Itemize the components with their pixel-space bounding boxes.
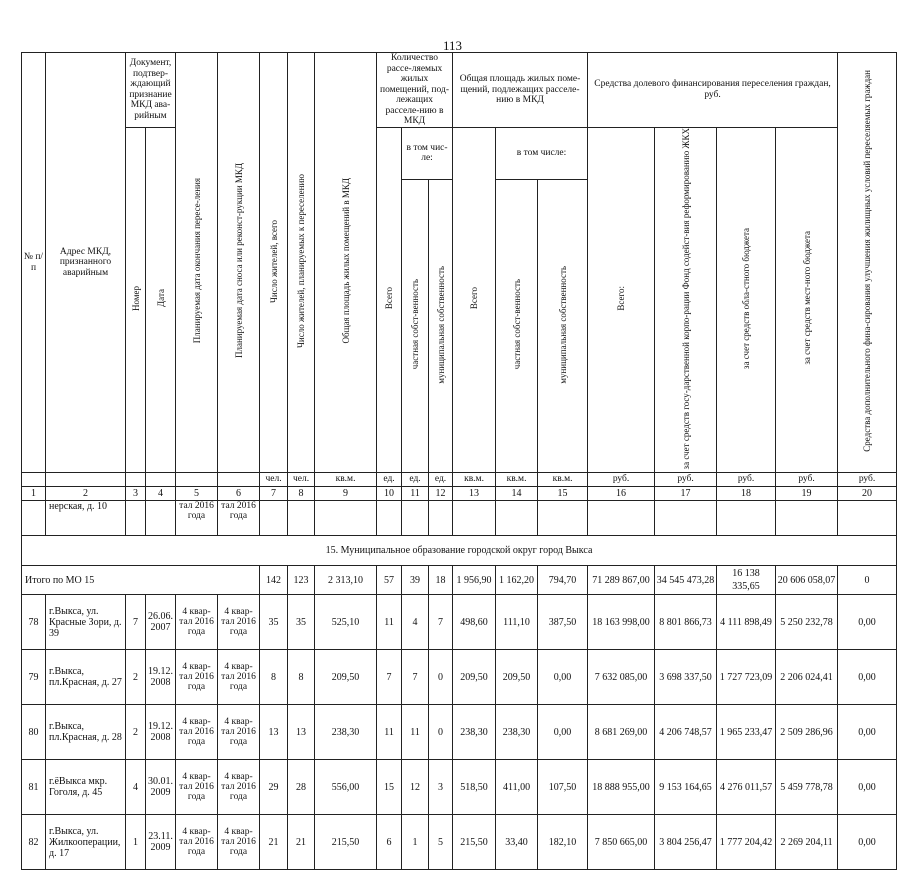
row-funds-additional: 0,00 <box>838 760 897 815</box>
row-number: 79 <box>22 650 46 705</box>
funds-local-label: за счет средств мест-ного бюджета <box>801 231 812 366</box>
row-planned-end: 4 квар-тал 2016 года <box>176 595 218 650</box>
total-rooms-total: 57 <box>377 566 402 595</box>
unit-cell: чел. <box>288 473 315 487</box>
row-funds-local: 2 269 204,11 <box>776 815 838 870</box>
row-rooms-total: 7 <box>377 650 402 705</box>
row-doc-date: 26.06. 2007 <box>146 595 176 650</box>
continuation-address: нерская, д. 10 <box>46 501 126 536</box>
row-area-municipal: 107,50 <box>538 760 588 815</box>
rooms-private-label: частная собст-венность <box>410 279 421 370</box>
table-row <box>22 760 897 815</box>
row-funds-fund: 3 698 337,50 <box>655 650 717 705</box>
column-numbers-row <box>22 487 897 501</box>
row-area-private: 33,40 <box>496 815 538 870</box>
unit-cell: руб. <box>655 473 717 487</box>
col-number: 18 <box>717 487 776 501</box>
row-residents-total: 35 <box>260 595 288 650</box>
unit-cell: кв.м. <box>453 473 496 487</box>
row-funds-fund: 4 206 748,57 <box>655 705 717 760</box>
row-funds-additional: 0,00 <box>838 815 897 870</box>
row-area-total: 209,50 <box>453 650 496 705</box>
col-number: 16 <box>588 487 655 501</box>
total-area-private: 1 162,20 <box>496 566 538 595</box>
continuation-planned-demolition: тал 2016 года <box>218 501 260 536</box>
row-address: г.Выкса, пл.Красная, д. 27 <box>46 650 126 705</box>
table-row <box>22 650 897 705</box>
col-header-rooms-municipal <box>429 180 453 473</box>
col-number: 15 <box>538 487 588 501</box>
table-row <box>22 815 897 870</box>
row-rooms-total: 11 <box>377 705 402 760</box>
planned-demolition-label: Планируемая дата сноса или реконст-рукции МКД <box>233 163 244 359</box>
col-number: 4 <box>146 487 176 501</box>
col-header-area-total <box>453 127 496 473</box>
row-doc-number: 1 <box>126 815 146 870</box>
col-number: 1 <box>22 487 46 501</box>
row-rooms-municipal: 5 <box>429 815 453 870</box>
row-rooms-private: 7 <box>402 650 429 705</box>
col-header-area-incl: в том числе: <box>496 127 588 180</box>
row-rooms-private: 11 <box>402 705 429 760</box>
row-residents-planned: 35 <box>288 595 315 650</box>
page-number: 113 <box>442 38 463 53</box>
unit-cell: руб. <box>588 473 655 487</box>
unit-cell: руб. <box>776 473 838 487</box>
row-area-private: 411,00 <box>496 760 538 815</box>
rooms-total-label: Всего <box>384 287 395 310</box>
row-number: 82 <box>22 815 46 870</box>
total-area-total: 1 956,90 <box>453 566 496 595</box>
units-row <box>22 473 897 487</box>
row-doc-date: 23.11. 2009 <box>146 815 176 870</box>
row-funds-fund: 8 801 866,73 <box>655 595 717 650</box>
total-area-municipal: 794,70 <box>538 566 588 595</box>
col-header-rooms-count: Количество рассе-ляемых жилых помещений, под-лежащих расселе-нию в МКД <box>377 53 453 128</box>
unit-cell: руб. <box>838 473 897 487</box>
funds-regional-label: за счет средств обла-стного бюджета <box>741 227 752 369</box>
total-rooms-municipal: 18 <box>429 566 453 595</box>
total-funds-additional: 0 <box>838 566 897 595</box>
row-doc-number: 2 <box>126 650 146 705</box>
row-funds-total: 8 681 269,00 <box>588 705 655 760</box>
row-funds-total: 18 888 955,00 <box>588 760 655 815</box>
col-header-funds-additional <box>838 53 897 473</box>
col-number: 14 <box>496 487 538 501</box>
row-total-area: 556,00 <box>315 760 377 815</box>
row-planned-demolition: 4 квар-тал 2016 года <box>218 815 260 870</box>
row-funds-regional: 1 965 233,47 <box>717 705 776 760</box>
col-header-area-private <box>496 180 538 473</box>
unit-cell: кв.м. <box>538 473 588 487</box>
row-funds-regional: 1 777 204,42 <box>717 815 776 870</box>
row-doc-number: 2 <box>126 705 146 760</box>
row-funds-regional: 4 276 011,57 <box>717 760 776 815</box>
row-planned-end: 4 квар-тал 2016 года <box>176 650 218 705</box>
continuation-planned-end: тал 2016 года <box>176 501 218 536</box>
total-area-label: Общая площадь жилых помещений в МКД <box>340 178 351 344</box>
total-rooms-private: 39 <box>402 566 429 595</box>
row-funds-regional: 4 111 898,49 <box>717 595 776 650</box>
row-doc-date: 30.01. 2009 <box>146 760 176 815</box>
row-area-municipal: 387,50 <box>538 595 588 650</box>
col-header-funds-fund <box>655 127 717 473</box>
planned-end-label: Планируемая дата окончания пересе-ления <box>191 178 202 344</box>
unit-cell: кв.м. <box>496 473 538 487</box>
row-funds-total: 18 163 998,00 <box>588 595 655 650</box>
row-rooms-private: 12 <box>402 760 429 815</box>
row-doc-date: 19.12. 2008 <box>146 650 176 705</box>
row-planned-end: 4 квар-тал 2016 года <box>176 760 218 815</box>
row-funds-fund: 3 804 256,47 <box>655 815 717 870</box>
row-funds-local: 5 459 778,78 <box>776 760 838 815</box>
col-header-planned-end <box>176 53 218 473</box>
row-residents-planned: 8 <box>288 650 315 705</box>
row-address: г.Выкса, ул. Красные Зори, д. 39 <box>46 595 126 650</box>
row-area-municipal: 0,00 <box>538 705 588 760</box>
total-residents-planned: 123 <box>288 566 315 595</box>
unit-cell: ед. <box>429 473 453 487</box>
col-number: 11 <box>402 487 429 501</box>
row-rooms-municipal: 0 <box>429 650 453 705</box>
row-planned-end: 4 квар-тал 2016 года <box>176 705 218 760</box>
total-funds-regional: 16 138 335,65 <box>717 566 776 595</box>
table-row <box>22 595 897 650</box>
area-municipal-label: муниципальная собственность <box>557 265 568 384</box>
col-header-total-area <box>315 53 377 473</box>
row-residents-total: 21 <box>260 815 288 870</box>
row-planned-demolition: 4 квар-тал 2016 года <box>218 595 260 650</box>
col-number: 5 <box>176 487 218 501</box>
row-planned-demolition: 4 квар-тал 2016 года <box>218 760 260 815</box>
row-rooms-total: 6 <box>377 815 402 870</box>
row-planned-demolition: 4 квар-тал 2016 года <box>218 650 260 705</box>
row-planned-end: 4 квар-тал 2016 года <box>176 815 218 870</box>
row-rooms-municipal: 3 <box>429 760 453 815</box>
row-doc-date: 19.12. 2008 <box>146 705 176 760</box>
col-number: 19 <box>776 487 838 501</box>
section-title: 15. Муниципальное образование городской округ город Выкса <box>22 536 897 566</box>
row-funds-fund: 9 153 164,65 <box>655 760 717 815</box>
col-header-address: Адрес МКД, признанного аварийным <box>46 53 126 473</box>
row-funds-additional: 0,00 <box>838 650 897 705</box>
total-row <box>22 566 897 595</box>
row-funds-local: 2 206 024,41 <box>776 650 838 705</box>
row-area-total: 498,60 <box>453 595 496 650</box>
area-private-label: частная собст-венность <box>511 279 522 370</box>
continuation-row <box>22 501 897 536</box>
row-doc-number: 7 <box>126 595 146 650</box>
unit-cell: кв.м. <box>315 473 377 487</box>
funds-fund-label: за счет средств госу-дарственной корпо-рации Фонд содейст-вия реформированию ЖКХ <box>680 127 691 469</box>
unit-cell: ед. <box>377 473 402 487</box>
col-number: 20 <box>838 487 897 501</box>
total-funds-local: 20 606 058,07 <box>776 566 838 595</box>
unit-cell: ед. <box>402 473 429 487</box>
row-rooms-municipal: 7 <box>429 595 453 650</box>
doc-date-label: Дата <box>155 289 166 308</box>
row-address: г.Выкса, пл.Красная, д. 28 <box>46 705 126 760</box>
row-number: 81 <box>22 760 46 815</box>
col-header-funds-regional <box>717 127 776 473</box>
col-number: 10 <box>377 487 402 501</box>
row-address: г.Выкса, ул. Жилкооперации, д. 17 <box>46 815 126 870</box>
row-doc-number: 4 <box>126 760 146 815</box>
col-header-funds-total <box>588 127 655 473</box>
row-area-municipal: 182,10 <box>538 815 588 870</box>
row-total-area: 215,50 <box>315 815 377 870</box>
col-number: 9 <box>315 487 377 501</box>
residents-planned-label: Число жителей, планируемых к переселению <box>296 174 307 348</box>
col-number: 8 <box>288 487 315 501</box>
col-number: 3 <box>126 487 146 501</box>
row-area-private: 238,30 <box>496 705 538 760</box>
row-planned-demolition: 4 квар-тал 2016 года <box>218 705 260 760</box>
row-funds-total: 7 850 665,00 <box>588 815 655 870</box>
funds-additional-label: Средства дополнительного фина-сирования улучшения жилищных условий переселяемых граждан <box>862 70 873 452</box>
row-rooms-municipal: 0 <box>429 705 453 760</box>
row-residents-total: 13 <box>260 705 288 760</box>
doc-number-label: Номер <box>130 285 141 311</box>
row-funds-total: 7 632 085,00 <box>588 650 655 705</box>
total-funds-fund: 34 545 473,28 <box>655 566 717 595</box>
row-rooms-total: 15 <box>377 760 402 815</box>
col-header-funds-local <box>776 127 838 473</box>
table-row <box>22 705 897 760</box>
row-residents-total: 29 <box>260 760 288 815</box>
col-number: 7 <box>260 487 288 501</box>
row-rooms-private: 1 <box>402 815 429 870</box>
row-funds-regional: 1 727 723,09 <box>717 650 776 705</box>
col-header-area-municipal <box>538 180 588 473</box>
row-residents-planned: 28 <box>288 760 315 815</box>
row-residents-planned: 21 <box>288 815 315 870</box>
funds-total-label: Всего: <box>616 285 627 311</box>
row-area-total: 518,50 <box>453 760 496 815</box>
unit-cell: чел. <box>260 473 288 487</box>
row-total-area: 238,30 <box>315 705 377 760</box>
col-number: 17 <box>655 487 717 501</box>
total-area: 2 313,10 <box>315 566 377 595</box>
row-area-private: 209,50 <box>496 650 538 705</box>
row-rooms-private: 4 <box>402 595 429 650</box>
col-header-rooms-total <box>377 127 402 473</box>
col-header-planned-demolition <box>218 53 260 473</box>
col-header-area: Общая площадь жилых поме-щений, подлежащих расселе-нию в МКД <box>453 53 588 128</box>
col-number: 6 <box>218 487 260 501</box>
row-funds-additional: 0,00 <box>838 595 897 650</box>
col-header-num: № п/п <box>22 53 46 473</box>
row-address: г.ёВыкса мкр. Гоголя, д. 45 <box>46 760 126 815</box>
col-number: 12 <box>429 487 453 501</box>
row-funds-additional: 0,00 <box>838 705 897 760</box>
row-area-total: 238,30 <box>453 705 496 760</box>
residents-total-label: Число жителей, всего <box>268 219 279 303</box>
area-total-label: Всего <box>469 287 480 310</box>
row-residents-total: 8 <box>260 650 288 705</box>
total-funds-total: 71 289 867,00 <box>588 566 655 595</box>
row-area-private: 111,10 <box>496 595 538 650</box>
resettlement-table <box>21 52 897 870</box>
row-total-area: 209,50 <box>315 650 377 705</box>
row-rooms-total: 11 <box>377 595 402 650</box>
row-residents-planned: 13 <box>288 705 315 760</box>
col-header-doc-number <box>126 127 146 473</box>
unit-cell: руб. <box>717 473 776 487</box>
row-number: 80 <box>22 705 46 760</box>
col-header-rooms-private <box>402 180 429 473</box>
total-residents-total: 142 <box>260 566 288 595</box>
col-header-funds: Средства долевого финансирования переселения граждан, руб. <box>588 53 838 128</box>
row-total-area: 525,10 <box>315 595 377 650</box>
row-area-total: 215,50 <box>453 815 496 870</box>
col-number: 13 <box>453 487 496 501</box>
row-funds-local: 2 509 286,96 <box>776 705 838 760</box>
col-number: 2 <box>46 487 126 501</box>
row-area-municipal: 0,00 <box>538 650 588 705</box>
rooms-municipal-label: муниципальная собственность <box>435 265 446 384</box>
col-header-document: Документ, подтвер-ждающий признание МКД ава-рийным <box>126 53 176 128</box>
col-header-residents-total <box>260 53 288 473</box>
section-row <box>22 536 897 566</box>
col-header-residents-planned <box>288 53 315 473</box>
total-label: Итого по МО 15 <box>22 566 260 595</box>
col-header-rooms-incl: в том чис-ле: <box>402 127 453 180</box>
row-number: 78 <box>22 595 46 650</box>
col-header-doc-date <box>146 127 176 473</box>
row-funds-local: 5 250 232,78 <box>776 595 838 650</box>
